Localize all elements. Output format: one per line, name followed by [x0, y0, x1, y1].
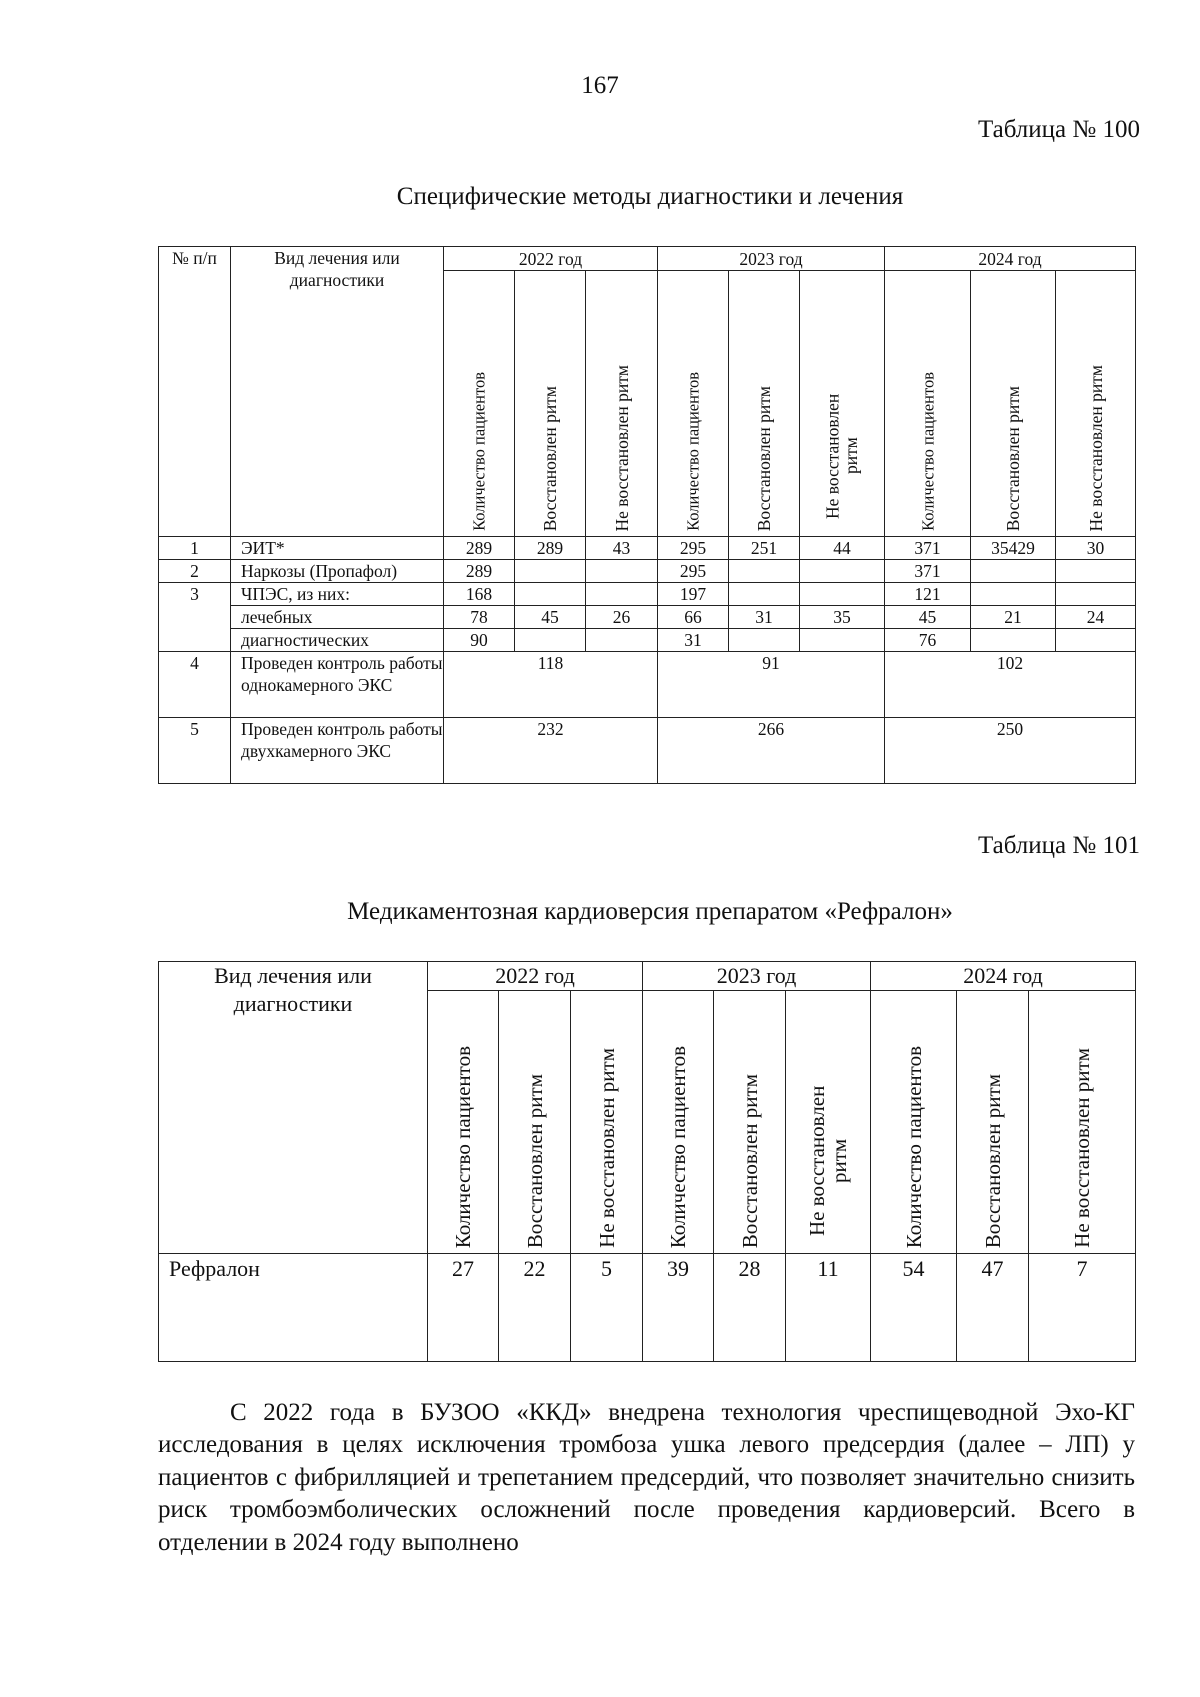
- sub-header-count: Количество пациентов: [469, 372, 489, 531]
- merged-value-cell: 118: [444, 652, 658, 718]
- row-num: 1: [159, 537, 231, 560]
- header-year-2023: 2023 год: [658, 247, 885, 271]
- value-cell: [1056, 629, 1136, 652]
- sub-header-restored: Восстановлен ритм: [539, 385, 560, 531]
- value-cell: [729, 629, 800, 652]
- value-cell: 21: [971, 606, 1056, 629]
- sub-header-count: Количество пациентов: [917, 372, 937, 531]
- value-cell: 31: [729, 606, 800, 629]
- sub-header-restored: Восстановлен ритм: [522, 1073, 547, 1248]
- row-name: ЭИТ*: [231, 537, 444, 560]
- value-cell: [1056, 583, 1136, 606]
- table-row: [159, 1254, 1136, 1362]
- sub-header-not-restored: Не восстановлен ритм: [804, 1085, 852, 1236]
- sub-header-not-restored: Не восстановлен ритм: [822, 393, 862, 519]
- value-cell: 76: [885, 629, 971, 652]
- value-cell: [515, 560, 586, 583]
- sub-header-not-restored: Не восстановлен ритм: [1070, 1048, 1095, 1248]
- table-row: [159, 537, 1136, 560]
- page-number: 167: [581, 72, 619, 99]
- row-name: Рефралон: [159, 1254, 428, 1362]
- header-year-2022: 2022 год: [428, 962, 643, 991]
- value-cell: [515, 629, 586, 652]
- value-cell: 24: [1056, 606, 1136, 629]
- row-num: 4: [159, 652, 231, 718]
- sub-header-restored: Восстановлен ритм: [753, 385, 774, 531]
- header-num: № п/п: [159, 247, 231, 537]
- value-cell: 197: [658, 583, 729, 606]
- value-cell: 45: [515, 606, 586, 629]
- row-num: 3: [159, 583, 231, 652]
- value-cell: 289: [444, 537, 515, 560]
- table-row: [159, 583, 1136, 606]
- value-cell: 371: [885, 537, 971, 560]
- header-year-2022: 2022 год: [444, 247, 658, 271]
- value-cell: 121: [885, 583, 971, 606]
- table-100-label: Таблица № 100: [977, 116, 1140, 143]
- table-row: [159, 629, 1136, 652]
- row-name: Проведен контроль работы однокамерного ЭКС: [231, 652, 444, 718]
- value-cell: [1056, 560, 1136, 583]
- value-cell: 47: [957, 1254, 1029, 1362]
- row-num: 5: [159, 718, 231, 784]
- value-cell: [800, 560, 885, 583]
- value-cell: 54: [871, 1254, 957, 1362]
- value-cell: [971, 583, 1056, 606]
- value-cell: 289: [444, 560, 515, 583]
- value-cell: 35: [800, 606, 885, 629]
- table-101-title: Медикаментозная кардиоверсия препаратом «Рефралон»: [347, 898, 953, 925]
- value-cell: 45: [885, 606, 971, 629]
- row-name: ЧПЭС, из них:: [231, 583, 444, 606]
- header-type: Вид лечения или диагностики: [231, 247, 444, 537]
- paragraph-text: С 2022 года в БУЗОО «ККД» внедрена технология чреспищеводной Эхо-КГ исследования в целях исключения тромбоза ушка левого предсердия (далее – ЛП) у пациентов с фибрилляцией и трепетанием предсердий, что позволяет значительно снизить риск тромбоэмболических осложнений после проведения кардиоверсий. Всего в отделении в 2024 году выполнено: [158, 1399, 1135, 1556]
- sub-header-restored: Восстановлен ритм: [980, 1073, 1005, 1248]
- row-num: 2: [159, 560, 231, 583]
- header-year-2024: 2024 год: [871, 962, 1136, 991]
- value-cell: [971, 560, 1056, 583]
- value-cell: 5: [571, 1254, 643, 1362]
- value-cell: 295: [658, 560, 729, 583]
- header-year-2024: 2024 год: [885, 247, 1136, 271]
- value-cell: 295: [658, 537, 729, 560]
- row-name: диагностических: [231, 629, 444, 652]
- value-cell: [971, 629, 1056, 652]
- value-cell: [800, 629, 885, 652]
- row-name: Проведен контроль работы двухкамерного ЭКС: [231, 718, 444, 784]
- merged-value-cell: 250: [885, 718, 1136, 784]
- value-cell: [586, 629, 658, 652]
- value-cell: 30: [1056, 537, 1136, 560]
- value-cell: 168: [444, 583, 515, 606]
- value-cell: 7: [1029, 1254, 1136, 1362]
- sub-header-count: Количество пациентов: [683, 372, 703, 531]
- body-paragraph: [158, 1397, 1135, 1559]
- value-cell: 39: [643, 1254, 714, 1362]
- sub-header-count: Количество пациентов: [450, 1045, 475, 1248]
- row-name: Наркозы (Пропафол): [231, 560, 444, 583]
- value-cell: [729, 583, 800, 606]
- value-cell: [586, 583, 658, 606]
- value-cell: 31: [658, 629, 729, 652]
- sub-header-count: Количество пациентов: [665, 1045, 690, 1248]
- sub-header-restored: Восстановлен ритм: [1002, 385, 1023, 531]
- table-row: [159, 718, 1136, 784]
- table-row: [159, 606, 1136, 629]
- value-cell: 371: [885, 560, 971, 583]
- value-cell: 11: [786, 1254, 871, 1362]
- value-cell: [729, 560, 800, 583]
- table-row: [159, 560, 1136, 583]
- value-cell: 44: [800, 537, 885, 560]
- sub-header-not-restored: Не восстановлен ритм: [1085, 364, 1106, 531]
- value-cell: 22: [499, 1254, 571, 1362]
- value-cell: 78: [444, 606, 515, 629]
- header-type: Вид лечения или диагностики: [159, 962, 428, 1254]
- table-100: [158, 246, 1136, 784]
- sub-header-not-restored: Не восстановлен ритм: [611, 364, 632, 531]
- table-100-title: Специфические методы диагностики и лечения: [396, 183, 904, 210]
- value-cell: 35429: [971, 537, 1056, 560]
- value-cell: 27: [428, 1254, 499, 1362]
- value-cell: 28: [714, 1254, 786, 1362]
- table-row: [159, 652, 1136, 718]
- sub-header-count: Количество пациентов: [901, 1045, 926, 1248]
- value-cell: 90: [444, 629, 515, 652]
- table-101: [158, 961, 1136, 1362]
- value-cell: [586, 560, 658, 583]
- value-cell: 26: [586, 606, 658, 629]
- merged-value-cell: 232: [444, 718, 658, 784]
- row-name: лечебных: [231, 606, 444, 629]
- table-101-label: Таблица № 101: [977, 832, 1140, 859]
- header-year-2023: 2023 год: [643, 962, 871, 991]
- sub-header-restored: Восстановлен ритм: [737, 1073, 762, 1248]
- value-cell: 251: [729, 537, 800, 560]
- value-cell: [800, 583, 885, 606]
- merged-value-cell: 266: [658, 718, 885, 784]
- sub-header-not-restored: Не восстановлен ритм: [594, 1048, 619, 1248]
- value-cell: [515, 583, 586, 606]
- value-cell: 289: [515, 537, 586, 560]
- value-cell: 66: [658, 606, 729, 629]
- merged-value-cell: 102: [885, 652, 1136, 718]
- merged-value-cell: 91: [658, 652, 885, 718]
- value-cell: 43: [586, 537, 658, 560]
